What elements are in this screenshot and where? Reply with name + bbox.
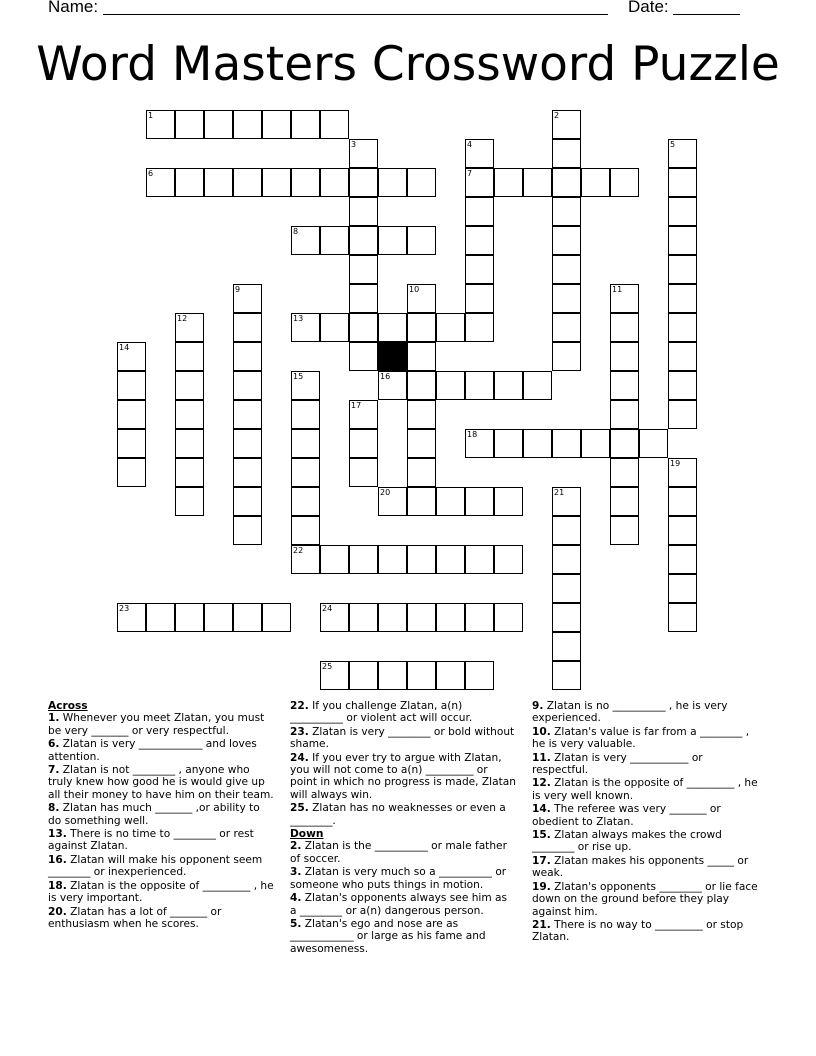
- clue-across-23: 23. Zlatan is very ________ or bold without shame.: [290, 725, 515, 751]
- grid-cell[interactable]: [465, 371, 494, 400]
- grid-cell[interactable]: [291, 168, 320, 197]
- grid-cell[interactable]: [552, 429, 581, 458]
- grid-cell[interactable]: [233, 313, 262, 342]
- grid-cell[interactable]: [407, 342, 436, 371]
- cell-number: 12: [177, 314, 188, 323]
- grid-cell[interactable]: [146, 168, 175, 197]
- grid-cell[interactable]: [349, 545, 378, 574]
- grid-cell[interactable]: [407, 487, 436, 516]
- grid-cell[interactable]: [233, 110, 262, 139]
- grid-cell[interactable]: [465, 255, 494, 284]
- grid-cell[interactable]: [668, 545, 697, 574]
- cell-number: 1: [148, 111, 154, 120]
- cell-number: 23: [119, 604, 130, 613]
- grid-cell[interactable]: [407, 545, 436, 574]
- name-field[interactable]: [103, 14, 608, 15]
- grid-cell[interactable]: [668, 197, 697, 226]
- grid-cell[interactable]: [349, 458, 378, 487]
- clue-down-9: 9. Zlatan is no __________ , he is very experienced.: [532, 700, 728, 725]
- clue-down-4: 4. Zlatan's opponents always see him as a ________ or a(n) dangerous person.: [290, 892, 508, 917]
- grid-cell[interactable]: [465, 284, 494, 313]
- grid-cell[interactable]: [407, 603, 436, 632]
- grid-cell[interactable]: [233, 342, 262, 371]
- cell-number: 24: [322, 604, 333, 613]
- grid-cell[interactable]: [291, 313, 320, 342]
- grid-cell[interactable]: [465, 603, 494, 632]
- grid-cell[interactable]: [610, 458, 639, 487]
- grid-cell[interactable]: [320, 110, 349, 139]
- grid-cell[interactable]: [407, 226, 436, 255]
- grid-cell[interactable]: [146, 603, 175, 632]
- clues-column-1: [48, 700, 274, 931]
- clue-down-14: 14. The referee was very _______ or obedient to Zlatan.: [532, 803, 721, 828]
- grid-cell[interactable]: [291, 516, 320, 545]
- cell-number: 22: [293, 546, 304, 555]
- grid-cell[interactable]: [349, 255, 378, 284]
- grid-cell[interactable]: [378, 226, 407, 255]
- cell-number: 17: [351, 401, 362, 410]
- grid-cell[interactable]: [175, 168, 204, 197]
- grid-cell[interactable]: [175, 458, 204, 487]
- grid-cell[interactable]: [581, 168, 610, 197]
- grid-cell[interactable]: [349, 342, 378, 371]
- grid-cell[interactable]: [320, 226, 349, 255]
- grid-cell[interactable]: [349, 139, 378, 168]
- grid-cell[interactable]: [668, 168, 697, 197]
- grid-cell[interactable]: [668, 371, 697, 400]
- grid-cell[interactable]: [320, 661, 349, 690]
- clue-across-18: 18. Zlatan is the opposite of _________ , he is very important.: [48, 879, 274, 905]
- grid-cell[interactable]: [349, 197, 378, 226]
- grid-cell[interactable]: [349, 400, 378, 429]
- grid-cell[interactable]: [668, 255, 697, 284]
- grid-cell[interactable]: [378, 545, 407, 574]
- grid-cell[interactable]: [291, 371, 320, 400]
- clue-across-20: 20. Zlatan has a lot of _______ or enthusiasm when he scores.: [48, 905, 222, 930]
- grid-cell[interactable]: [465, 197, 494, 226]
- grid-cell[interactable]: [523, 429, 552, 458]
- grid-cell[interactable]: [204, 168, 233, 197]
- clue-across-25: 25. Zlatan has no weaknesses or even a ________.: [290, 802, 506, 827]
- grid-cell[interactable]: [291, 458, 320, 487]
- grid-cell[interactable]: [523, 371, 552, 400]
- grid-cell[interactable]: [291, 226, 320, 255]
- cell-number: 11: [612, 285, 623, 294]
- grid-cell[interactable]: [291, 110, 320, 139]
- grid-cell[interactable]: [465, 545, 494, 574]
- cell-number: 18: [467, 430, 478, 439]
- clue-down-15: 15. Zlatan always makes the crowd ________ or rise up.: [532, 829, 722, 854]
- grid-cell[interactable]: [378, 371, 407, 400]
- grid-cell[interactable]: [494, 603, 523, 632]
- grid-cell[interactable]: [378, 603, 407, 632]
- cell-number: 20: [380, 488, 391, 497]
- grid-cell[interactable]: [233, 516, 262, 545]
- clue-across-24: 24. If you ever try to argue with Zlatan, you will not come to a(n) _________ or point in which no progress is made, Zlatan will always win.: [290, 751, 516, 801]
- clue-down-12: 12. Zlatan is the opposite of _________ , he is very well known.: [532, 777, 758, 802]
- grid-cell[interactable]: [668, 313, 697, 342]
- grid-cell[interactable]: [494, 429, 523, 458]
- grid-cell[interactable]: [668, 284, 697, 313]
- grid-cell[interactable]: [233, 371, 262, 400]
- grid-cell[interactable]: [552, 632, 581, 661]
- cell-number: 7: [467, 169, 473, 178]
- clues-column-2: [290, 700, 516, 956]
- grid-cell[interactable]: [175, 429, 204, 458]
- across-heading: Across: [48, 700, 88, 712]
- grid-cell[interactable]: [465, 487, 494, 516]
- grid-cell[interactable]: [175, 400, 204, 429]
- grid-cell[interactable]: [233, 429, 262, 458]
- clue-down-2: 2. Zlatan is the __________ or male father of soccer.: [290, 840, 507, 865]
- clue-down-17: 17. Zlatan makes his opponents _____ or weak.: [532, 854, 749, 880]
- grid-cell[interactable]: [494, 371, 523, 400]
- grid-cell[interactable]: [552, 284, 581, 313]
- cell-number: 16: [380, 372, 391, 381]
- grid-cell[interactable]: [407, 661, 436, 690]
- grid-cell[interactable]: [378, 661, 407, 690]
- grid-cell[interactable]: [407, 429, 436, 458]
- grid-cell[interactable]: [552, 574, 581, 603]
- clue-across-6: 6. Zlatan is very ____________ and loves attention.: [48, 738, 257, 763]
- clue-down-5: 5. Zlatan's ego and nose are as ____________ or large as his fame and awesomeness.: [290, 917, 486, 955]
- grid-cell[interactable]: [320, 168, 349, 197]
- clue-down-3: 3. Zlatan is very much so a __________ or someone who puts things in motion.: [290, 866, 507, 891]
- grid-cell[interactable]: [262, 603, 291, 632]
- clues-column-3: [532, 700, 758, 945]
- grid-cell[interactable]: [668, 400, 697, 429]
- grid-cell[interactable]: [494, 487, 523, 516]
- clue-across-13: 13. There is no time to ________ or rest against Zlatan.: [48, 828, 254, 853]
- page-title: Word Masters Crossword Puzzle: [36, 37, 780, 92]
- cell-number: 5: [670, 140, 676, 149]
- grid-cell[interactable]: [291, 545, 320, 574]
- grid-cell[interactable]: [117, 342, 146, 371]
- grid-cell[interactable]: [320, 545, 349, 574]
- cell-number: 9: [235, 285, 241, 294]
- clue-across-16: 16. Zlatan will make his opponent seem ________ or inexperienced.: [48, 853, 263, 879]
- grid-cell[interactable]: [349, 226, 378, 255]
- name-label: Name:: [48, 0, 99, 16]
- grid-cell[interactable]: [407, 168, 436, 197]
- grid-cell[interactable]: [407, 458, 436, 487]
- grid-cell[interactable]: [668, 458, 697, 487]
- cell-number: 2: [554, 111, 560, 120]
- date-label: Date:: [628, 0, 669, 16]
- grid-cell[interactable]: [610, 400, 639, 429]
- grid-cell[interactable]: [465, 429, 494, 458]
- grid-cell[interactable]: [552, 197, 581, 226]
- grid-cell[interactable]: [465, 661, 494, 690]
- date-field[interactable]: [673, 14, 740, 15]
- grid-cell[interactable]: [204, 110, 233, 139]
- grid-cell[interactable]: [552, 342, 581, 371]
- cell-number: 25: [322, 662, 333, 671]
- cell-number: 13: [293, 314, 304, 323]
- grid-cell[interactable]: [552, 139, 581, 168]
- cell-number: 4: [467, 140, 473, 149]
- grid-cell[interactable]: [552, 516, 581, 545]
- grid-cell[interactable]: [175, 371, 204, 400]
- cell-number: 6: [148, 169, 154, 178]
- grid-cell[interactable]: [436, 603, 465, 632]
- grid-cell[interactable]: [233, 400, 262, 429]
- grid-cell[interactable]: [436, 661, 465, 690]
- grid-cell[interactable]: [552, 313, 581, 342]
- grid-cell[interactable]: [175, 313, 204, 342]
- clue-down-10: 10. Zlatan's value is far from a ________ , he is very valuable.: [532, 725, 750, 751]
- grid-cell[interactable]: [233, 458, 262, 487]
- grid-cell[interactable]: [552, 487, 581, 516]
- grid-cell[interactable]: [378, 487, 407, 516]
- grid-cell[interactable]: [610, 342, 639, 371]
- grid-cell[interactable]: [465, 226, 494, 255]
- cell-number: 10: [409, 285, 420, 294]
- grid-cell[interactable]: [291, 429, 320, 458]
- grid-cell[interactable]: [349, 284, 378, 313]
- grid-cell[interactable]: [552, 168, 581, 197]
- grid-cell[interactable]: [436, 487, 465, 516]
- grid-cell[interactable]: [668, 574, 697, 603]
- cell-number: 8: [293, 227, 299, 236]
- grid-cell[interactable]: [175, 342, 204, 371]
- grid-cell[interactable]: [552, 110, 581, 139]
- grid-cell[interactable]: [204, 603, 233, 632]
- grid-cell[interactable]: [233, 284, 262, 313]
- grid-cell[interactable]: [233, 487, 262, 516]
- grid-cell[interactable]: [378, 313, 407, 342]
- grid-cell[interactable]: [523, 168, 552, 197]
- clue-across-8: 8. Zlatan has much _______ ,or ability to do something well.: [48, 802, 260, 827]
- cell-number: 19: [670, 459, 681, 468]
- grid-cell[interactable]: [175, 110, 204, 139]
- cell-number: 14: [119, 343, 130, 352]
- grid-cell[interactable]: [436, 371, 465, 400]
- grid-cell[interactable]: [291, 400, 320, 429]
- grid-cell[interactable]: [668, 226, 697, 255]
- grid-cell[interactable]: [668, 487, 697, 516]
- grid-cell[interactable]: [378, 168, 407, 197]
- clue-across-1: 1. Whenever you meet Zlatan, you must be very _______ or very respectful.: [48, 712, 265, 737]
- grid-cell[interactable]: [552, 226, 581, 255]
- cell-number: 21: [554, 488, 565, 497]
- grid-cell[interactable]: [407, 371, 436, 400]
- grid-cell[interactable]: [320, 603, 349, 632]
- grid-cell[interactable]: [465, 139, 494, 168]
- grid-cell[interactable]: [668, 139, 697, 168]
- grid-cell[interactable]: [349, 168, 378, 197]
- grid-cell[interactable]: [233, 603, 262, 632]
- grid-cell[interactable]: [610, 284, 639, 313]
- grid-cell[interactable]: [349, 661, 378, 690]
- grid-cell[interactable]: [668, 516, 697, 545]
- grid-cell[interactable]: [436, 313, 465, 342]
- clue-down-11: 11. Zlatan is very ___________ or respectful.: [532, 751, 703, 777]
- grid-cell[interactable]: [349, 429, 378, 458]
- grid-cell[interactable]: [117, 458, 146, 487]
- grid-cell[interactable]: [494, 545, 523, 574]
- grid-cell[interactable]: [146, 110, 175, 139]
- grid-cell[interactable]: [349, 603, 378, 632]
- grid-cell[interactable]: [407, 313, 436, 342]
- grid-cell[interactable]: [407, 284, 436, 313]
- cell-number: 15: [293, 372, 304, 381]
- grid-cell[interactable]: [175, 603, 204, 632]
- grid-cell[interactable]: [291, 487, 320, 516]
- grid-cell[interactable]: [668, 342, 697, 371]
- grid-cell[interactable]: [552, 255, 581, 284]
- grid-cell[interactable]: [494, 168, 523, 197]
- cell-number: 3: [351, 140, 357, 149]
- grid-cell[interactable]: [233, 168, 262, 197]
- grid-cell[interactable]: [117, 429, 146, 458]
- grid-cell[interactable]: [175, 487, 204, 516]
- grid-block: [378, 342, 407, 371]
- grid-cell[interactable]: [320, 313, 349, 342]
- grid-cell[interactable]: [610, 371, 639, 400]
- clue-down-19: 19. Zlatan's opponents ________ or lie face down on the ground before they play against him.: [532, 880, 758, 918]
- grid-cell[interactable]: [436, 545, 465, 574]
- grid-cell[interactable]: [349, 313, 378, 342]
- grid-cell[interactable]: [610, 313, 639, 342]
- grid-cell[interactable]: [610, 516, 639, 545]
- grid-cell[interactable]: [668, 603, 697, 632]
- clue-across-7: 7. Zlatan is not ________ , anyone who truly knew how good he is would give up all their money to have him on their team.: [48, 764, 274, 801]
- grid-cell[interactable]: [610, 168, 639, 197]
- grid-cell[interactable]: [552, 661, 581, 690]
- grid-cell[interactable]: [465, 168, 494, 197]
- down-heading: Down: [290, 828, 324, 841]
- grid-cell[interactable]: [610, 429, 639, 458]
- grid-cell[interactable]: [262, 168, 291, 197]
- clue-across-22: 22. If you challenge Zlatan, a(n) __________ or violent act will occur.: [290, 700, 473, 725]
- grid-cell[interactable]: [117, 371, 146, 400]
- grid-cell[interactable]: [117, 400, 146, 429]
- grid-cell[interactable]: [407, 400, 436, 429]
- grid-cell[interactable]: [262, 110, 291, 139]
- grid-cell[interactable]: [552, 603, 581, 632]
- grid-cell[interactable]: [639, 429, 668, 458]
- grid-cell[interactable]: [465, 313, 494, 342]
- grid-cell[interactable]: [581, 429, 610, 458]
- grid-cell[interactable]: [117, 603, 146, 632]
- grid-cell[interactable]: [610, 487, 639, 516]
- clue-down-21: 21. There is no way to _________ or stop Zlatan.: [532, 918, 744, 944]
- grid-cell[interactable]: [552, 545, 581, 574]
